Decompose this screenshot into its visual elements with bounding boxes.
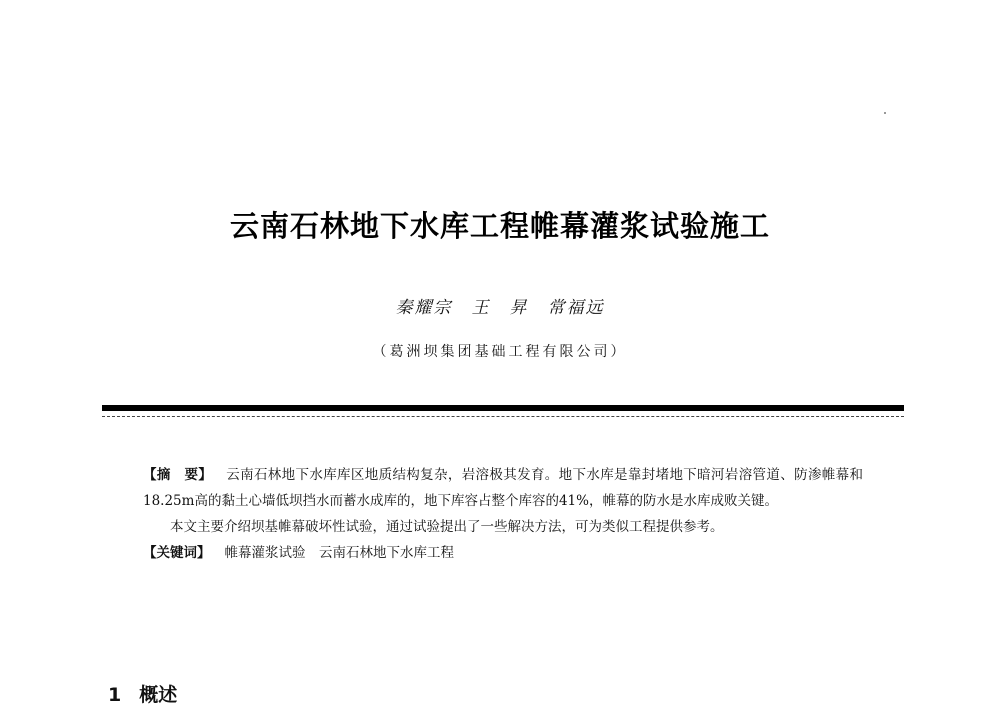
header-rule-thin [102,416,904,417]
keywords-line [143,540,863,566]
section-number: 1 [108,684,122,706]
scan-mark [884,112,886,114]
abstract-paragraph-2: 本文主要介绍坝基帷幕破坏性试验，通过试验提出了一些解决方法，可为类似工程提供参考。 [170,519,724,535]
header-rule-thick [102,405,904,411]
abstract-paragraph [143,462,863,514]
abstract-text: 云南石林地下水库库区地质结构复杂，岩溶极其发育。地下水库是靠封堵地下暗河岩溶管道、防渗帷幕和18.25m高的黏土心墙低坝挡水而蓄水成库的，地下库容占整个库容的41%，帷幕的防水是水库成败关键。 [143,467,863,509]
abstract-block [143,462,863,566]
section-title: 概述 [139,684,178,706]
keywords-label: 【关键词】 [143,545,211,561]
paper-title: 云南石林地下水库工程帷幕灌浆试验施工 [229,209,770,243]
affiliation: （葛洲坝集团基础工程有限公司） [372,344,628,360]
keywords-text: 帷幕灌浆试验 云南石林地下水库工程 [224,545,454,561]
author-list: 秦耀宗 王 昇 常福远 [395,298,605,318]
abstract-label: 【摘 要】 [143,467,213,483]
section-heading [108,680,177,707]
